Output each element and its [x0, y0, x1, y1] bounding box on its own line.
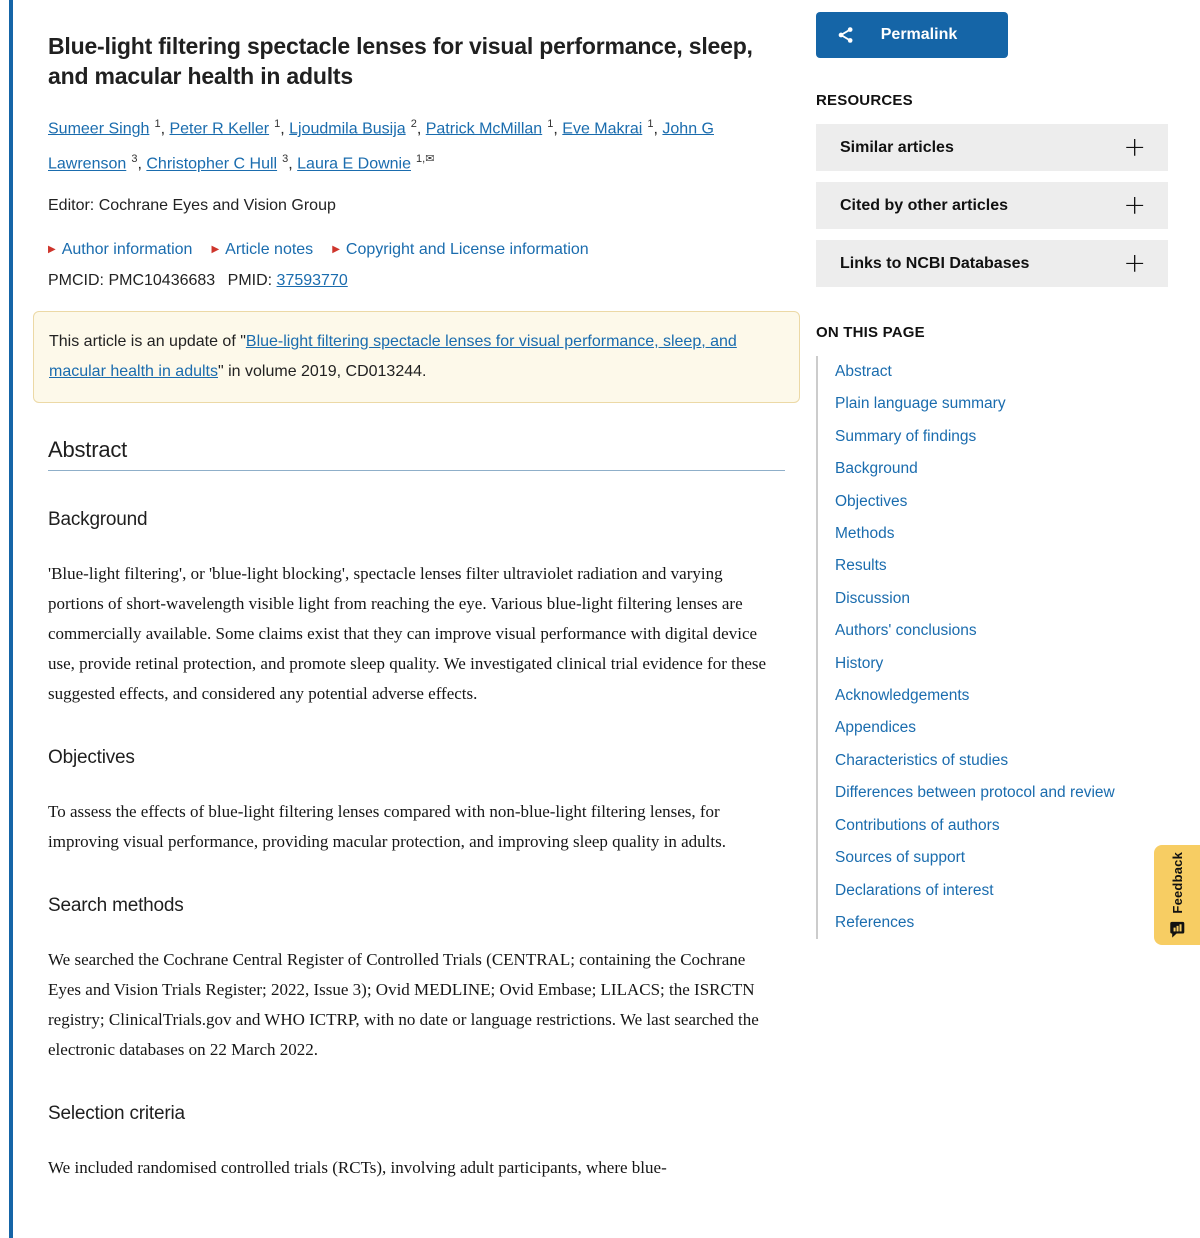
- author-link[interactable]: Christopher C Hull: [146, 155, 278, 173]
- author-affiliation-sup: 1: [644, 118, 654, 130]
- section-paragraph: We included randomised controlled trials (RCTs), involving adult participants, where blue-: [48, 1157, 667, 1177]
- article-main: [48, 0, 780, 1183]
- feedback-button[interactable]: [1154, 845, 1200, 945]
- plus-icon: +: [1123, 248, 1146, 279]
- resource-accordion[interactable]: [816, 182, 1168, 229]
- section-paragraph: To assess the effects of blue-light filtering lenses compared with non-blue-light filtering lenses, for improving visual performance, providing macular protection, and improving sleep quality in adults.: [48, 801, 726, 851]
- author-link[interactable]: John G Lawrenson: [48, 120, 714, 173]
- accordion-label: Similar articles: [840, 138, 954, 156]
- author-link[interactable]: Peter R Keller: [169, 120, 270, 138]
- author-separator: ,: [137, 155, 147, 173]
- resource-accordion[interactable]: [816, 124, 1168, 171]
- toc-link[interactable]: Contributions of authors: [835, 816, 1000, 834]
- disclosure-links: [48, 241, 780, 259]
- abstract-sections: [48, 508, 780, 1183]
- toc-link[interactable]: Methods: [835, 525, 895, 543]
- on-this-page-nav: [816, 356, 1168, 939]
- accordion-label: Cited by other articles: [840, 196, 1009, 214]
- feedback-label: Feedback: [1169, 852, 1185, 914]
- disclosure-link[interactable]: Author information: [61, 240, 193, 258]
- author-separator: ,: [416, 120, 426, 138]
- author-affiliation-sup: 1: [544, 118, 554, 130]
- toc-link[interactable]: Background: [835, 460, 918, 478]
- page-accent-bar: [9, 0, 13, 1238]
- resources-accordions: [816, 124, 1168, 287]
- toc-link[interactable]: Abstract: [835, 363, 892, 380]
- author-separator: ,: [288, 155, 298, 173]
- toc-link[interactable]: Summary of findings: [835, 427, 977, 445]
- toc-link[interactable]: Results: [835, 557, 887, 575]
- author-separator: ,: [160, 120, 170, 138]
- article-ids: [48, 272, 780, 290]
- disclosure-arrow-icon: ▶: [332, 243, 340, 255]
- author-link[interactable]: Sumeer Singh: [48, 120, 150, 138]
- on-this-page-heading: ON THIS PAGE: [816, 324, 925, 341]
- toc-link[interactable]: Characteristics of studies: [835, 751, 1009, 769]
- toc-link[interactable]: Acknowledgements: [835, 687, 970, 705]
- disclosure-item[interactable]: [48, 241, 192, 259]
- disclosure-item[interactable]: [332, 241, 589, 259]
- section-heading: Background: [48, 508, 148, 530]
- plus-icon: +: [1123, 190, 1146, 221]
- author-link[interactable]: Ljoudmila Busija: [289, 120, 406, 138]
- author-list: [48, 109, 780, 180]
- author-affiliation-sup: 3: [279, 153, 289, 166]
- section-heading: Objectives: [48, 746, 135, 768]
- editor-line: Editor: Cochrane Eyes and Vision Group: [48, 196, 336, 214]
- section-heading: Search methods: [48, 894, 184, 916]
- update-notice-link[interactable]: Blue-light filtering spectacle lenses for visual performance, sleep, and macular health in adults: [49, 332, 737, 380]
- author-affiliation-sup: 1,✉: [413, 153, 435, 166]
- author-link[interactable]: Laura E Downie: [297, 155, 411, 173]
- author-separator: ,: [280, 120, 290, 138]
- author-separator: ,: [653, 120, 663, 138]
- update-notice-prefix: This article is an update of ": [49, 332, 246, 350]
- author-affiliation-sup: 2: [407, 118, 417, 130]
- pmid-label: PMID:: [227, 271, 273, 289]
- pmcid-value: PMCID: PMC10436683: [48, 271, 216, 289]
- author-link[interactable]: Patrick McMillan: [425, 120, 543, 138]
- author-link[interactable]: Eve Makrai: [562, 120, 643, 138]
- section-heading: Selection criteria: [48, 1102, 185, 1124]
- resources-heading: RESOURCES: [816, 92, 913, 109]
- sidebar: [816, 0, 1168, 939]
- section-paragraph: We searched the Cochrane Central Register of Controlled Trials (CENTRAL; containing the Cochrane Eyes and Vision Trials Register; 2022, Issue 3); Ovid MEDLINE; Ovid Embase; LILACS; the ISRCTN registry; ClinicalTrials.gov and WHO ICTRP, with no date or language restrictions. We last searched the electronic databases on 22 March 2022.: [48, 949, 759, 1059]
- toc-link[interactable]: History: [835, 654, 884, 672]
- toc-link[interactable]: Sources of support: [835, 849, 966, 867]
- section-paragraph: 'Blue-light filtering', or 'blue-light blocking', spectacle lenses filter ultraviolet radiation and varying portions of short-wavelength visible light from reaching the eye. Various blue-light filtering lenses are commercially available. Some claims exist that they can improve visual performance with digital device use, provide retinal protection, and promote sleep quality. We investigated clinical trial evidence for these suggested effects, and considered any potential adverse effects.: [48, 563, 767, 703]
- toc-link[interactable]: Declarations of interest: [835, 881, 994, 899]
- pmid-link[interactable]: 37593770: [276, 271, 348, 289]
- toc-link[interactable]: Differences between protocol and review: [835, 784, 1115, 802]
- author-affiliation-sup: 1: [271, 118, 281, 130]
- disclosure-arrow-icon: ▶: [48, 243, 56, 255]
- article-title: Blue-light filtering spectacle lenses for visual performance, sleep, and macular health in adults: [48, 33, 753, 89]
- disclosure-item[interactable]: [211, 241, 313, 259]
- abstract-heading: Abstract: [48, 436, 128, 462]
- plus-icon: +: [1123, 132, 1146, 163]
- toc-link[interactable]: Appendices: [835, 719, 917, 737]
- feedback-icon: [1169, 921, 1186, 938]
- author-affiliation-sup: 3: [128, 153, 138, 166]
- abstract-divider: [48, 470, 785, 471]
- toc-link[interactable]: References: [835, 913, 915, 931]
- permalink-button[interactable]: [816, 12, 1008, 58]
- toc-link[interactable]: Plain language summary: [835, 395, 1006, 413]
- author-separator: ,: [553, 120, 563, 138]
- resource-accordion[interactable]: [816, 240, 1168, 287]
- permalink-label: Permalink: [880, 26, 958, 43]
- share-icon: [836, 25, 856, 45]
- accordion-label: Links to NCBI Databases: [840, 254, 1030, 272]
- toc-link[interactable]: Objectives: [835, 492, 908, 510]
- toc-link[interactable]: Discussion: [835, 589, 910, 607]
- disclosure-link[interactable]: Copyright and License information: [345, 240, 589, 258]
- author-affiliation-sup: 1: [151, 118, 161, 130]
- update-notice: [33, 311, 800, 403]
- toc-link[interactable]: Authors' conclusions: [835, 622, 977, 640]
- disclosure-arrow-icon: ▶: [211, 243, 220, 255]
- disclosure-link[interactable]: Article notes: [225, 240, 314, 258]
- update-notice-suffix: " in volume 2019, CD013244.: [217, 362, 427, 380]
